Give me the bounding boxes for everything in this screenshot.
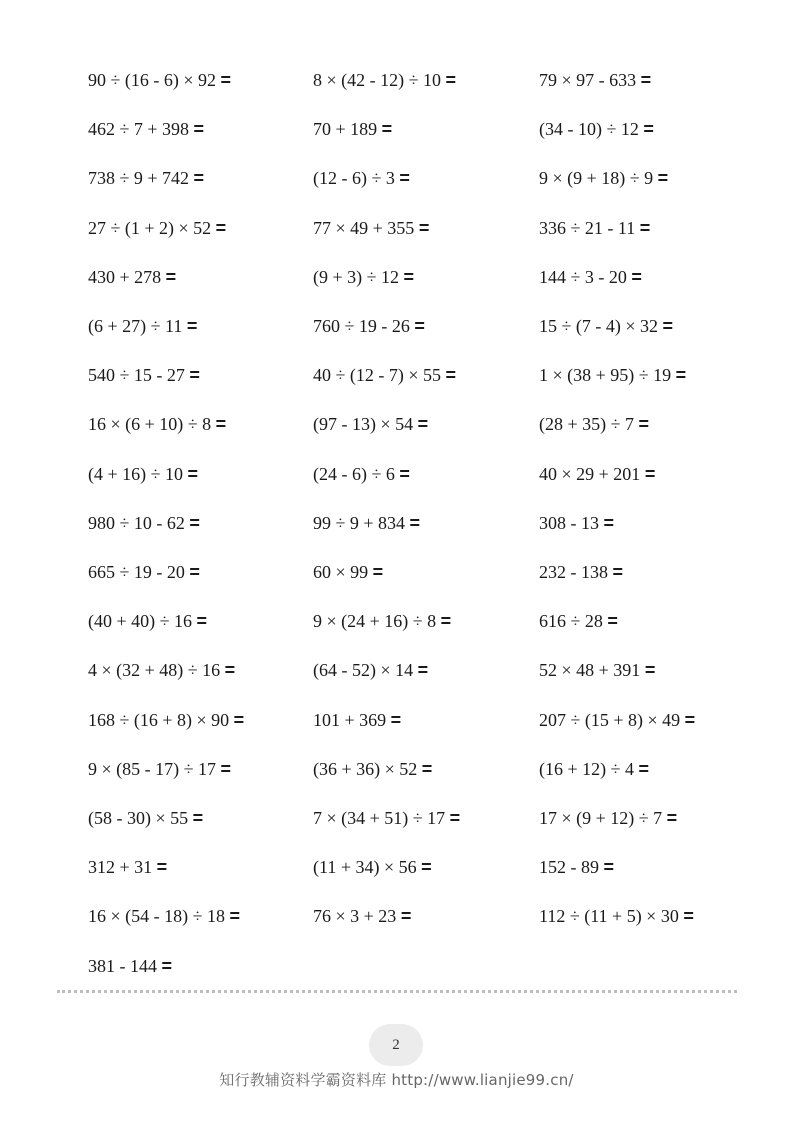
- problem-expression: 665 ÷ 19 - 20: [88, 562, 185, 582]
- problem-item: [539, 65, 651, 95]
- equals-sign: =: [643, 119, 654, 140]
- equals-sign: =: [603, 857, 615, 878]
- problem-item: [88, 705, 244, 735]
- problem-expression: 616 ÷ 28: [539, 611, 603, 632]
- problem-expression: (97 - 13) × 54: [313, 414, 414, 435]
- problem-expression: (64 - 52) × 14: [313, 660, 414, 681]
- problem-expression: 152 - 89: [539, 857, 599, 878]
- problem-item: [88, 459, 198, 489]
- equals-sign: =: [215, 217, 227, 238]
- equals-sign: =: [189, 562, 200, 582]
- problem-item: [313, 213, 429, 243]
- problem-item: [313, 163, 410, 193]
- problem-row: [0, 163, 793, 193]
- equals-sign: =: [189, 365, 200, 386]
- problem-item: [88, 557, 200, 587]
- problem-expression: 9 × (85 - 17) ÷ 17: [88, 758, 217, 779]
- problem-row: [0, 803, 793, 833]
- equals-sign: =: [417, 414, 429, 435]
- problem-row: [0, 901, 793, 931]
- equals-sign: =: [638, 414, 650, 435]
- equals-sign: =: [418, 217, 430, 238]
- problem-item: [313, 114, 392, 144]
- problem-expression: 430 + 278: [88, 266, 162, 287]
- problem-item: [539, 852, 614, 882]
- equals-sign: =: [603, 512, 615, 533]
- problem-expression: 207 ÷ (15 + 8) × 49: [539, 709, 681, 730]
- equals-sign: =: [684, 709, 696, 730]
- problem-item: [88, 901, 240, 931]
- problem-expression: 1 × (38 + 95) ÷ 19: [539, 365, 672, 386]
- equals-sign: =: [390, 709, 402, 730]
- problem-item: [539, 901, 694, 931]
- problem-item: [539, 508, 614, 538]
- problem-item: [539, 557, 623, 587]
- problem-item: [88, 655, 235, 685]
- problem-expression: (16 + 12) ÷ 4: [539, 758, 635, 779]
- problem-row: [0, 852, 793, 882]
- problem-expression: (40 + 40) ÷ 16: [88, 611, 193, 632]
- problem-item: [313, 65, 456, 95]
- equals-sign: =: [666, 808, 678, 828]
- problem-item: [88, 852, 167, 882]
- problem-item: [88, 65, 231, 95]
- equals-sign: =: [399, 463, 410, 484]
- equals-sign: =: [449, 808, 461, 828]
- problem-item: [539, 754, 649, 784]
- problem-item: [313, 360, 456, 390]
- footer-source-text: 知行教辅资料学霸资料库 http://www.lianjie99.cn/: [219, 1071, 574, 1089]
- problem-expression: 232 - 138: [539, 562, 608, 582]
- problem-row: [0, 508, 793, 538]
- equals-sign: =: [445, 365, 457, 386]
- problem-expression: 101 + 369: [313, 709, 387, 730]
- problem-item: [88, 508, 200, 538]
- equals-sign: =: [662, 316, 674, 336]
- problem-expression: (6 + 27) ÷ 11: [88, 316, 183, 336]
- problem-item: [313, 655, 428, 685]
- problem-item: [539, 360, 686, 390]
- equals-sign: =: [161, 955, 173, 976]
- problem-item: [539, 262, 642, 292]
- equals-sign: =: [640, 70, 652, 90]
- equals-sign: =: [165, 266, 177, 287]
- equals-sign: =: [421, 857, 432, 878]
- equals-sign: =: [193, 168, 205, 189]
- problem-item: [539, 163, 668, 193]
- equals-sign: =: [196, 611, 208, 632]
- equals-sign: =: [224, 660, 236, 681]
- problem-item: [313, 262, 414, 292]
- problem-item: [313, 557, 383, 587]
- problem-expression: 70 + 189: [313, 119, 378, 140]
- problem-row: [0, 114, 793, 144]
- problem-expression: (11 + 34) × 56: [313, 857, 417, 878]
- problem-row: [0, 951, 793, 981]
- problem-item: [539, 803, 677, 833]
- problem-expression: 462 ÷ 7 + 398: [88, 119, 190, 140]
- problem-expression: 381 - 144: [88, 955, 157, 976]
- problem-expression: 760 ÷ 19 - 26: [313, 316, 410, 336]
- equals-sign: =: [189, 512, 200, 533]
- equals-sign: =: [229, 906, 241, 927]
- dotted-divider: [57, 990, 737, 993]
- equals-sign: =: [193, 119, 205, 140]
- problem-item: [88, 803, 203, 833]
- equals-sign: =: [372, 562, 384, 582]
- problem-expression: 540 ÷ 15 - 27: [88, 365, 185, 386]
- equals-sign: =: [186, 316, 198, 336]
- problem-row: [0, 705, 793, 735]
- equals-sign: =: [644, 463, 656, 484]
- equals-sign: =: [657, 168, 669, 189]
- equals-sign: =: [683, 906, 694, 927]
- problem-expression: (28 + 35) ÷ 7: [539, 414, 635, 435]
- problem-item: [313, 606, 451, 636]
- problem-expression: 4 × (32 + 48) ÷ 16: [88, 660, 221, 681]
- problem-item: [88, 163, 204, 193]
- problem-expression: (58 - 30) × 55: [88, 808, 189, 828]
- equals-sign: =: [399, 168, 410, 189]
- problem-expression: 980 ÷ 10 - 62: [88, 512, 185, 533]
- problem-row: [0, 655, 793, 685]
- equals-sign: =: [220, 70, 232, 90]
- problem-item: [313, 311, 425, 341]
- problem-expression: 52 × 48 + 391: [539, 660, 641, 681]
- equals-sign: =: [187, 463, 199, 484]
- problem-item: [313, 852, 432, 882]
- equals-sign: =: [612, 562, 624, 582]
- problem-expression: 308 - 13: [539, 512, 599, 533]
- problem-expression: 77 × 49 + 355: [313, 217, 415, 238]
- equals-sign: =: [445, 70, 457, 90]
- problem-expression: 9 × (9 + 18) ÷ 9: [539, 168, 654, 189]
- problem-item: [539, 409, 649, 439]
- problem-item: [539, 606, 618, 636]
- equals-sign: =: [215, 414, 227, 435]
- equals-sign: =: [607, 611, 618, 632]
- problem-expression: 738 ÷ 9 + 742: [88, 168, 190, 189]
- problem-item: [88, 311, 197, 341]
- problem-expression: 17 × (9 + 12) ÷ 7: [539, 808, 663, 828]
- equals-sign: =: [233, 709, 245, 730]
- problem-expression: (12 - 6) ÷ 3: [313, 168, 395, 189]
- problem-expression: 40 ÷ (12 - 7) × 55: [313, 365, 442, 386]
- problem-expression: 79 × 97 - 633: [539, 70, 637, 90]
- problem-item: [539, 655, 655, 685]
- equals-sign: =: [409, 512, 421, 533]
- problem-expression: 16 × (54 - 18) ÷ 18: [88, 906, 226, 927]
- problem-expression: 112 ÷ (11 + 5) × 30: [539, 906, 679, 927]
- problem-item: [313, 705, 401, 735]
- problem-item: [88, 951, 172, 981]
- problem-item: [313, 459, 410, 489]
- problem-expression: 27 ÷ (1 + 2) × 52: [88, 217, 212, 238]
- problem-expression: 90 ÷ (16 - 6) × 92: [88, 70, 217, 90]
- problem-item: [539, 311, 673, 341]
- problem-expression: (24 - 6) ÷ 6: [313, 463, 395, 484]
- equals-sign: =: [631, 266, 642, 287]
- problem-item: [88, 114, 204, 144]
- problem-item: [539, 114, 654, 144]
- problem-expression: 144 ÷ 3 - 20: [539, 266, 627, 287]
- problem-row: [0, 65, 793, 95]
- equals-sign: =: [421, 758, 433, 779]
- problem-expression: 76 × 3 + 23: [313, 906, 397, 927]
- problem-expression: 60 × 99: [313, 562, 369, 582]
- problem-item: [88, 213, 226, 243]
- problem-item: [313, 803, 460, 833]
- problem-item: [313, 754, 432, 784]
- problem-item: [88, 754, 231, 784]
- problem-item: [539, 213, 650, 243]
- equals-sign: =: [381, 119, 393, 140]
- problem-expression: 16 × (6 + 10) ÷ 8: [88, 414, 212, 435]
- problem-item: [88, 262, 176, 292]
- problem-expression: 8 × (42 - 12) ÷ 10: [313, 70, 442, 90]
- problem-item: [88, 409, 226, 439]
- problem-item: [313, 409, 428, 439]
- problem-expression: 15 ÷ (7 - 4) × 32: [539, 316, 659, 336]
- equals-sign: =: [403, 266, 415, 287]
- problem-row: [0, 606, 793, 636]
- problem-row: [0, 213, 793, 243]
- problem-row: [0, 360, 793, 390]
- equals-sign: =: [414, 316, 425, 336]
- problem-row: [0, 311, 793, 341]
- problem-row: [0, 754, 793, 784]
- problem-row: [0, 459, 793, 489]
- problem-row: [0, 409, 793, 439]
- equals-sign: =: [400, 906, 412, 927]
- equals-sign: =: [192, 808, 204, 828]
- problem-expression: (34 - 10) ÷ 12: [539, 119, 639, 140]
- problem-expression: 9 × (24 + 16) ÷ 8: [313, 611, 437, 632]
- problem-item: [88, 606, 207, 636]
- problem-item: [539, 459, 655, 489]
- problem-item: [313, 508, 420, 538]
- problem-expression: 99 ÷ 9 + 834: [313, 512, 406, 533]
- problem-item: [88, 360, 200, 390]
- problem-expression: (4 + 16) ÷ 10: [88, 463, 184, 484]
- equals-sign: =: [156, 857, 168, 878]
- equals-sign: =: [417, 660, 429, 681]
- problem-row: [0, 557, 793, 587]
- problem-expression: 336 ÷ 21 - 11: [539, 217, 636, 238]
- problem-item: [539, 705, 695, 735]
- equals-sign: =: [440, 611, 452, 632]
- problem-expression: 40 × 29 + 201: [539, 463, 641, 484]
- problem-item: [313, 901, 411, 931]
- equals-sign: =: [639, 217, 651, 238]
- problem-expression: 168 ÷ (16 + 8) × 90: [88, 709, 230, 730]
- equals-sign: =: [675, 365, 687, 386]
- problem-row: [0, 262, 793, 292]
- equals-sign: =: [220, 758, 232, 779]
- page-number-badge: 2: [369, 1024, 423, 1066]
- problem-expression: 312 + 31: [88, 857, 153, 878]
- problem-expression: 7 × (34 + 51) ÷ 17: [313, 808, 446, 828]
- equals-sign: =: [638, 758, 650, 779]
- equals-sign: =: [644, 660, 656, 681]
- problem-expression: (9 + 3) ÷ 12: [313, 266, 400, 287]
- problem-expression: (36 + 36) × 52: [313, 758, 418, 779]
